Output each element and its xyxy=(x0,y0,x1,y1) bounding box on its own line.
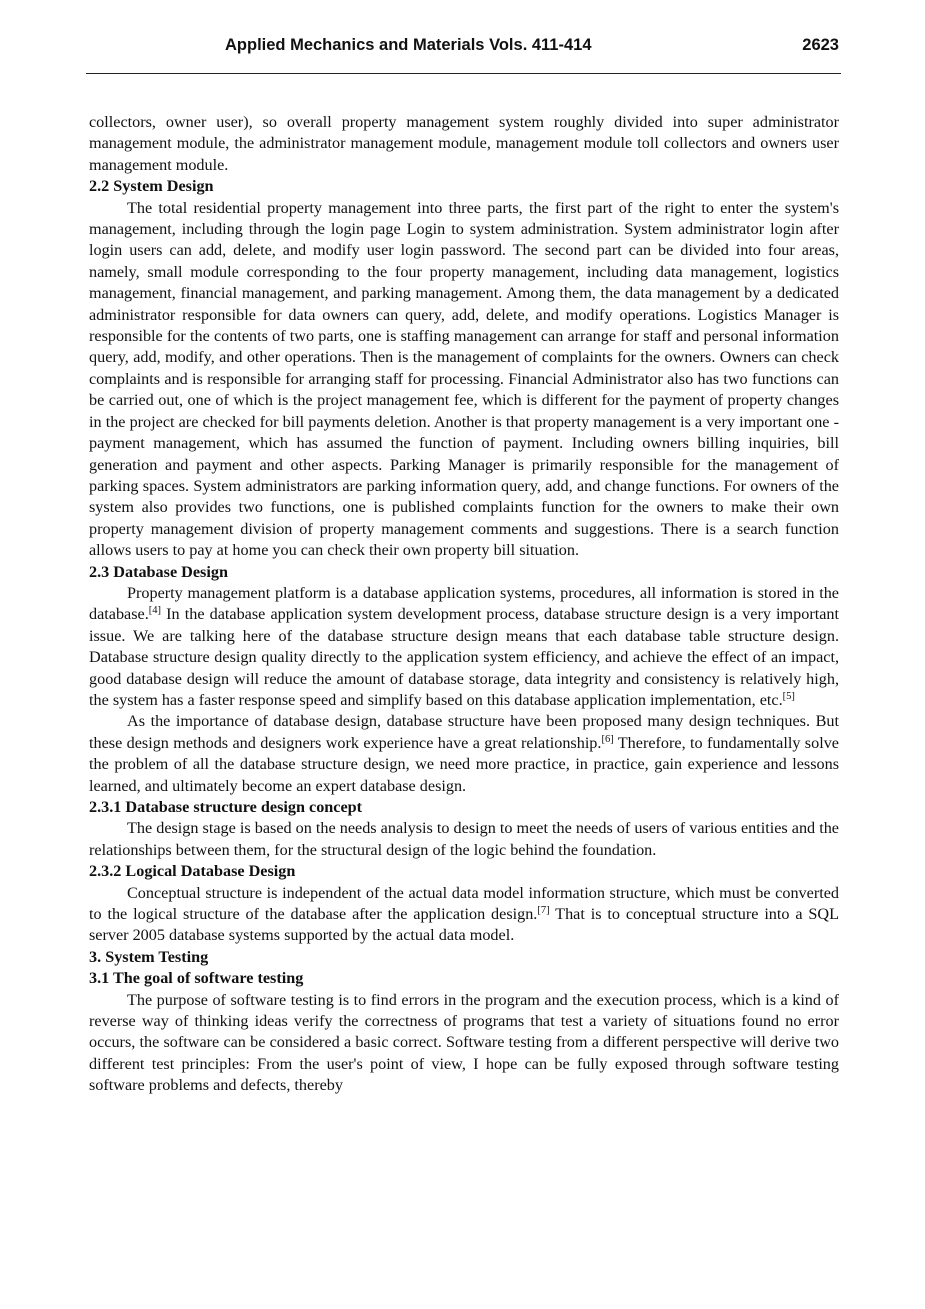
paragraph-structure-concept: The design stage is based on the needs analysis to design to meet the needs of users of various entities and the relationships between them, for the structural design of the logic behind the foundation. xyxy=(89,819,839,859)
journal-title: Applied Mechanics and Materials Vols. 411-414 xyxy=(225,36,592,54)
citation-6: [6] xyxy=(601,733,614,745)
section-heading-2-2: 2.2 System Design xyxy=(89,177,214,196)
header-rule xyxy=(86,73,841,74)
text-span: That is to conceptual structure into a SQL server 2005 database systems supported by the actual data model. xyxy=(89,905,839,945)
text-span: Property management platform is a database application systems, procedures, all information is stored in the database. xyxy=(89,583,839,624)
section-heading-2-3-1: 2.3.1 Database structure design concept xyxy=(89,798,363,816)
running-header xyxy=(87,34,839,62)
citation-4: [4] xyxy=(148,605,162,617)
page-number: 2623 xyxy=(802,36,839,54)
paragraph-system-design: The total residential property management into three parts, the first part of the right to enter the system's management, including through the login page Login to system administration. System administrator login after login users can add, delete, and modify user login password. The second part can be divided into four areas, namely, small module corresponding to the four property management, including data management, logistics management, financial management, and parking management. Among them, the data management by a dedicated administrator responsible for data owners can query, add, delete, and modify operations. Logistics Manager is responsible for the contents of two parts, one is staffing management can arrange for staff and personal information query, add, modify, and other operations. Then is the management of complaints for the owners. Owners can check complaints and is responsible for arranging staff for processing. Financial Administrator also has two functions can be carried out, one of which is the project management fee, which is different for the payment of property changes in the project are checked for bill payments deletion. Another is that property management is a very important one - payment management, which has assumed the function of payment. Including owners billing inquiries, bill generation and payment and other aspects. Parking Manager is primarily responsible for the management of parking spaces. System administrators are parking information query, add, and change functions. For owners of the system also provides two functions, one is published complaints function for the owners to make their own property management division of property management comments and suggestions. There is a search function allows users to pay at home you can check their own property bill situation. xyxy=(89,198,839,560)
section-heading-2-3-2: 2.3.2 Logical Database Design xyxy=(89,862,296,881)
paragraph-continued: collectors, owner user), so overall property management system roughly divided into super administrator management module, the administrator management module, management module toll collectors and owners user management module. xyxy=(89,113,839,174)
body-text xyxy=(89,112,839,1097)
text-span: Therefore, to fundamentally solve the problem of all the database structure design, we need more practice, in practice, gain experience and lessons learned, and ultimately become an expert database design. xyxy=(89,733,839,795)
text-span: In the database application system development process, database structure design is a very important issue. We are talking here of the database structure design means that each database table structure design. Database structure design quality directly to the application system efficiency, and achieve the effect of an impact, good database design will reduce the amount of database storage, data integrity and consistency is relatively high, the system has a faster response speed and simplify based on this database application implementation, etc. xyxy=(89,605,839,709)
paragraph-design-importance xyxy=(89,711,839,797)
paragraph-testing-goal: The purpose of software testing is to find errors in the program and the execution process, which is a kind of reverse way of thinking ideas verify the correctness of programs that test a variety of situations found no error occurs, the software can be considered a basic correct. Software testing from a different perspective will derive two different test principles: From the user's point of view, I hope can be fully exposed through software testing software problems and defects, thereby xyxy=(89,990,839,1095)
section-heading-3-1: 3.1 The goal of software testing xyxy=(89,969,304,988)
paragraph-database-design xyxy=(89,583,839,711)
section-heading-3: 3. System Testing xyxy=(89,947,209,966)
section-heading-2-3: 2.3 Database Design xyxy=(89,562,228,581)
citation-7: [7] xyxy=(537,905,550,917)
paragraph-logical-design xyxy=(89,883,839,947)
text-span: Conceptual structure is independent of the actual data model information structure, which must be converted to the logical structure of the database after the application design. xyxy=(89,883,839,924)
text-span: As the importance of database design, database structure have been proposed many design techniques. But these design methods and designers work experience have a great relationship. xyxy=(89,712,839,752)
citation-5: [5] xyxy=(782,690,795,702)
